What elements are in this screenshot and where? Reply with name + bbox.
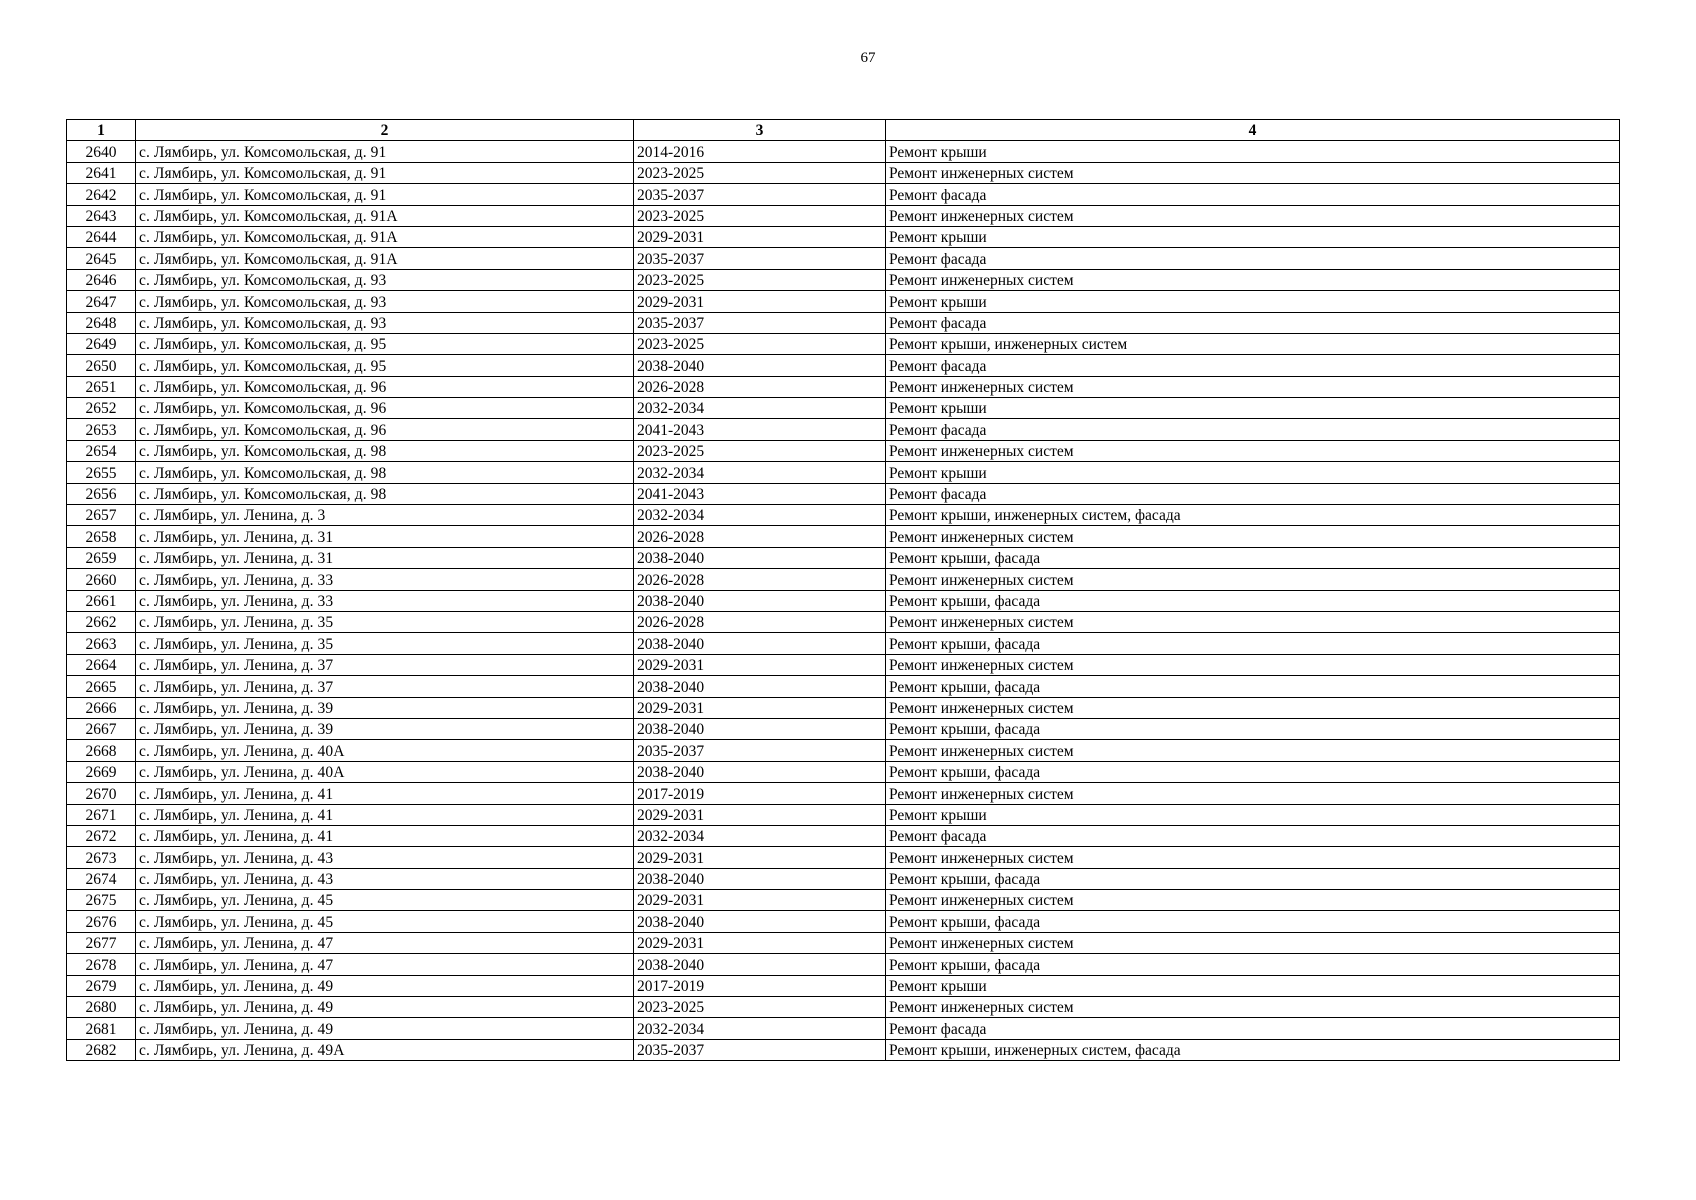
address-cell: с. Лямбирь, ул. Комсомольская, д. 91А (136, 248, 634, 269)
row-number-cell: 2674 (67, 868, 136, 889)
table-row (67, 676, 1620, 697)
period-cell: 2017-2019 (634, 975, 886, 996)
row-number-cell: 2661 (67, 590, 136, 611)
address-cell: с. Лямбирь, ул. Ленина, д. 39 (136, 697, 634, 718)
work-type-cell: Ремонт крыши, инженерных систем, фасада (886, 1039, 1620, 1060)
period-cell: 2038-2040 (634, 633, 886, 654)
table-row (67, 569, 1620, 590)
period-cell: 2032-2034 (634, 398, 886, 419)
table-row (67, 440, 1620, 461)
work-type-cell: Ремонт инженерных систем (886, 205, 1620, 226)
table-row (67, 697, 1620, 718)
table-row (67, 890, 1620, 911)
row-number-cell: 2648 (67, 312, 136, 333)
row-number-cell: 2679 (67, 975, 136, 996)
work-type-cell: Ремонт крыши, фасада (886, 590, 1620, 611)
row-number-cell: 2643 (67, 205, 136, 226)
work-type-cell: Ремонт инженерных систем (886, 890, 1620, 911)
table-row (67, 505, 1620, 526)
row-number-cell: 2681 (67, 1018, 136, 1039)
address-cell: с. Лямбирь, ул. Комсомольская, д. 91А (136, 226, 634, 247)
work-type-cell: Ремонт крыши, фасада (886, 633, 1620, 654)
period-cell: 2023-2025 (634, 440, 886, 461)
page-number: 67 (860, 50, 876, 66)
row-number-cell: 2682 (67, 1039, 136, 1060)
work-type-cell: Ремонт инженерных систем (886, 269, 1620, 290)
row-number-cell: 2659 (67, 547, 136, 568)
table-row (67, 398, 1620, 419)
work-type-cell: Ремонт фасада (886, 248, 1620, 269)
row-number-cell: 2653 (67, 419, 136, 440)
work-type-cell: Ремонт крыши (886, 226, 1620, 247)
row-number-cell: 2675 (67, 890, 136, 911)
table-row (67, 847, 1620, 868)
table-row (67, 633, 1620, 654)
table-row (67, 718, 1620, 739)
table-row (67, 761, 1620, 782)
row-number-cell: 2647 (67, 291, 136, 312)
work-type-cell: Ремонт фасада (886, 825, 1620, 846)
table-row (67, 376, 1620, 397)
period-cell: 2029-2031 (634, 226, 886, 247)
row-number-cell: 2657 (67, 505, 136, 526)
row-number-cell: 2640 (67, 141, 136, 162)
work-type-cell: Ремонт инженерных систем (886, 526, 1620, 547)
address-cell: с. Лямбирь, ул. Ленина, д. 49 (136, 1018, 634, 1039)
address-cell: с. Лямбирь, ул. Комсомольская, д. 96 (136, 398, 634, 419)
table-row (67, 997, 1620, 1018)
row-number-cell: 2670 (67, 783, 136, 804)
work-type-cell: Ремонт фасада (886, 483, 1620, 504)
table-row (67, 590, 1620, 611)
table-row (67, 526, 1620, 547)
address-cell: с. Лямбирь, ул. Комсомольская, д. 98 (136, 483, 634, 504)
row-number-cell: 2677 (67, 932, 136, 953)
column-header-4: 4 (886, 120, 1620, 141)
table-row (67, 975, 1620, 996)
period-cell: 2038-2040 (634, 590, 886, 611)
address-cell: с. Лямбирь, ул. Ленина, д. 45 (136, 911, 634, 932)
period-cell: 2032-2034 (634, 505, 886, 526)
table-row (67, 291, 1620, 312)
work-type-cell: Ремонт инженерных систем (886, 997, 1620, 1018)
row-number-cell: 2662 (67, 611, 136, 632)
work-type-cell: Ремонт крыши, фасада (886, 954, 1620, 975)
work-type-cell: Ремонт фасада (886, 419, 1620, 440)
work-type-cell: Ремонт инженерных систем (886, 654, 1620, 675)
address-cell: с. Лямбирь, ул. Ленина, д. 37 (136, 676, 634, 697)
work-type-cell: Ремонт крыши, фасада (886, 911, 1620, 932)
address-cell: с. Лямбирь, ул. Ленина, д. 31 (136, 526, 634, 547)
period-cell: 2032-2034 (634, 462, 886, 483)
address-cell: с. Лямбирь, ул. Комсомольская, д. 95 (136, 355, 634, 376)
table-row (67, 868, 1620, 889)
period-cell: 2029-2031 (634, 932, 886, 953)
work-type-cell: Ремонт фасада (886, 355, 1620, 376)
address-cell: с. Лямбирь, ул. Комсомольская, д. 96 (136, 419, 634, 440)
table-row (67, 162, 1620, 183)
work-type-cell: Ремонт фасада (886, 1018, 1620, 1039)
period-cell: 2038-2040 (634, 547, 886, 568)
column-header-2: 2 (136, 120, 634, 141)
work-type-cell: Ремонт крыши (886, 141, 1620, 162)
row-number-cell: 2641 (67, 162, 136, 183)
period-cell: 2032-2034 (634, 1018, 886, 1039)
work-type-cell: Ремонт инженерных систем (886, 740, 1620, 761)
address-cell: с. Лямбирь, ул. Ленина, д. 33 (136, 569, 634, 590)
period-cell: 2023-2025 (634, 162, 886, 183)
work-type-cell: Ремонт крыши (886, 291, 1620, 312)
address-cell: с. Лямбирь, ул. Комсомольская, д. 96 (136, 376, 634, 397)
column-header-3: 3 (634, 120, 886, 141)
period-cell: 2014-2016 (634, 141, 886, 162)
row-number-cell: 2667 (67, 718, 136, 739)
work-type-cell: Ремонт крыши, фасада (886, 761, 1620, 782)
period-cell: 2029-2031 (634, 847, 886, 868)
work-type-cell: Ремонт крыши, инженерных систем, фасада (886, 505, 1620, 526)
address-cell: с. Лямбирь, ул. Ленина, д. 41 (136, 783, 634, 804)
period-cell: 2038-2040 (634, 676, 886, 697)
period-cell: 2041-2043 (634, 483, 886, 504)
period-cell: 2038-2040 (634, 868, 886, 889)
period-cell: 2038-2040 (634, 761, 886, 782)
address-cell: с. Лямбирь, ул. Комсомольская, д. 98 (136, 462, 634, 483)
period-cell: 2038-2040 (634, 954, 886, 975)
row-number-cell: 2666 (67, 697, 136, 718)
period-cell: 2026-2028 (634, 611, 886, 632)
table-row (67, 547, 1620, 568)
row-number-cell: 2660 (67, 569, 136, 590)
work-type-cell: Ремонт инженерных систем (886, 783, 1620, 804)
address-cell: с. Лямбирь, ул. Ленина, д. 3 (136, 505, 634, 526)
table-header (67, 120, 1620, 141)
period-cell: 2029-2031 (634, 697, 886, 718)
address-cell: с. Лямбирь, ул. Ленина, д. 35 (136, 633, 634, 654)
row-number-cell: 2665 (67, 676, 136, 697)
work-type-cell: Ремонт инженерных систем (886, 569, 1620, 590)
period-cell: 2029-2031 (634, 804, 886, 825)
table-row (67, 611, 1620, 632)
table-row (67, 954, 1620, 975)
row-number-cell: 2680 (67, 997, 136, 1018)
table-body (67, 141, 1620, 1061)
address-cell: с. Лямбирь, ул. Ленина, д. 39 (136, 718, 634, 739)
address-cell: с. Лямбирь, ул. Ленина, д. 47 (136, 954, 634, 975)
period-cell: 2035-2037 (634, 740, 886, 761)
table-row (67, 333, 1620, 354)
address-cell: с. Лямбирь, ул. Ленина, д. 41 (136, 825, 634, 846)
work-type-cell: Ремонт инженерных систем (886, 847, 1620, 868)
period-cell: 2035-2037 (634, 312, 886, 333)
address-cell: с. Лямбирь, ул. Ленина, д. 45 (136, 890, 634, 911)
work-type-cell: Ремонт крыши, фасада (886, 718, 1620, 739)
work-type-cell: Ремонт крыши (886, 804, 1620, 825)
period-cell: 2038-2040 (634, 718, 886, 739)
table-row (67, 248, 1620, 269)
row-number-cell: 2642 (67, 184, 136, 205)
period-cell: 2023-2025 (634, 269, 886, 290)
period-cell: 2023-2025 (634, 205, 886, 226)
row-number-cell: 2644 (67, 226, 136, 247)
table-row (67, 483, 1620, 504)
row-number-cell: 2673 (67, 847, 136, 868)
column-header-1: 1 (67, 120, 136, 141)
row-number-cell: 2676 (67, 911, 136, 932)
table-row (67, 141, 1620, 162)
address-cell: с. Лямбирь, ул. Комсомольская, д. 91А (136, 205, 634, 226)
address-cell: с. Лямбирь, ул. Комсомольская, д. 91 (136, 162, 634, 183)
address-cell: с. Лямбирь, ул. Ленина, д. 40А (136, 740, 634, 761)
period-cell: 2035-2037 (634, 184, 886, 205)
table-row (67, 783, 1620, 804)
address-cell: с. Лямбирь, ул. Ленина, д. 47 (136, 932, 634, 953)
period-cell: 2032-2034 (634, 825, 886, 846)
table-row (67, 462, 1620, 483)
work-type-cell: Ремонт крыши (886, 462, 1620, 483)
row-number-cell: 2655 (67, 462, 136, 483)
row-number-cell: 2664 (67, 654, 136, 675)
table-row (67, 312, 1620, 333)
row-number-cell: 2652 (67, 398, 136, 419)
period-cell: 2035-2037 (634, 248, 886, 269)
table-row (67, 932, 1620, 953)
table-row (67, 825, 1620, 846)
work-type-cell: Ремонт инженерных систем (886, 611, 1620, 632)
period-cell: 2017-2019 (634, 783, 886, 804)
work-type-cell: Ремонт инженерных систем (886, 697, 1620, 718)
address-cell: с. Лямбирь, ул. Комсомольская, д. 95 (136, 333, 634, 354)
period-cell: 2035-2037 (634, 1039, 886, 1060)
row-number-cell: 2669 (67, 761, 136, 782)
work-type-cell: Ремонт фасада (886, 184, 1620, 205)
address-cell: с. Лямбирь, ул. Ленина, д. 31 (136, 547, 634, 568)
row-number-cell: 2646 (67, 269, 136, 290)
address-cell: с. Лямбирь, ул. Комсомольская, д. 91 (136, 141, 634, 162)
address-cell: с. Лямбирь, ул. Комсомольская, д. 93 (136, 269, 634, 290)
address-cell: с. Лямбирь, ул. Ленина, д. 49 (136, 997, 634, 1018)
work-type-cell: Ремонт крыши, фасада (886, 676, 1620, 697)
period-cell: 2041-2043 (634, 419, 886, 440)
table-row (67, 226, 1620, 247)
address-cell: с. Лямбирь, ул. Ленина, д. 49А (136, 1039, 634, 1060)
address-cell: с. Лямбирь, ул. Ленина, д. 40А (136, 761, 634, 782)
period-cell: 2026-2028 (634, 376, 886, 397)
repair-schedule-table (66, 119, 1620, 1061)
table-row (67, 419, 1620, 440)
period-cell: 2029-2031 (634, 654, 886, 675)
row-number-cell: 2654 (67, 440, 136, 461)
table-row (67, 654, 1620, 675)
address-cell: с. Лямбирь, ул. Ленина, д. 35 (136, 611, 634, 632)
work-type-cell: Ремонт крыши, фасада (886, 547, 1620, 568)
table-row (67, 205, 1620, 226)
work-type-cell: Ремонт инженерных систем (886, 162, 1620, 183)
period-cell: 2038-2040 (634, 911, 886, 932)
row-number-cell: 2671 (67, 804, 136, 825)
work-type-cell: Ремонт крыши, фасада (886, 868, 1620, 889)
row-number-cell: 2658 (67, 526, 136, 547)
address-cell: с. Лямбирь, ул. Комсомольская, д. 93 (136, 291, 634, 312)
period-cell: 2023-2025 (634, 333, 886, 354)
work-type-cell: Ремонт крыши (886, 975, 1620, 996)
row-number-cell: 2663 (67, 633, 136, 654)
work-type-cell: Ремонт инженерных систем (886, 440, 1620, 461)
header-row (67, 120, 1620, 141)
row-number-cell: 2650 (67, 355, 136, 376)
work-type-cell: Ремонт крыши (886, 398, 1620, 419)
period-cell: 2026-2028 (634, 569, 886, 590)
address-cell: с. Лямбирь, ул. Комсомольская, д. 93 (136, 312, 634, 333)
row-number-cell: 2645 (67, 248, 136, 269)
row-number-cell: 2649 (67, 333, 136, 354)
work-type-cell: Ремонт фасада (886, 312, 1620, 333)
address-cell: с. Лямбирь, ул. Ленина, д. 41 (136, 804, 634, 825)
address-cell: с. Лямбирь, ул. Ленина, д. 49 (136, 975, 634, 996)
row-number-cell: 2678 (67, 954, 136, 975)
work-type-cell: Ремонт инженерных систем (886, 932, 1620, 953)
table-row (67, 911, 1620, 932)
work-type-cell: Ремонт крыши, инженерных систем (886, 333, 1620, 354)
period-cell: 2038-2040 (634, 355, 886, 376)
row-number-cell: 2656 (67, 483, 136, 504)
address-cell: с. Лямбирь, ул. Ленина, д. 33 (136, 590, 634, 611)
table-row (67, 740, 1620, 761)
row-number-cell: 2668 (67, 740, 136, 761)
table-row (67, 184, 1620, 205)
table-row (67, 1039, 1620, 1060)
table-row (67, 1018, 1620, 1039)
table-row (67, 269, 1620, 290)
table-row (67, 355, 1620, 376)
period-cell: 2029-2031 (634, 890, 886, 911)
address-cell: с. Лямбирь, ул. Ленина, д. 43 (136, 868, 634, 889)
address-cell: с. Лямбирь, ул. Ленина, д. 43 (136, 847, 634, 868)
address-cell: с. Лямбирь, ул. Комсомольская, д. 91 (136, 184, 634, 205)
address-cell: с. Лямбирь, ул. Комсомольская, д. 98 (136, 440, 634, 461)
period-cell: 2023-2025 (634, 997, 886, 1018)
period-cell: 2026-2028 (634, 526, 886, 547)
table-row (67, 804, 1620, 825)
period-cell: 2029-2031 (634, 291, 886, 312)
row-number-cell: 2651 (67, 376, 136, 397)
row-number-cell: 2672 (67, 825, 136, 846)
address-cell: с. Лямбирь, ул. Ленина, д. 37 (136, 654, 634, 675)
work-type-cell: Ремонт инженерных систем (886, 376, 1620, 397)
